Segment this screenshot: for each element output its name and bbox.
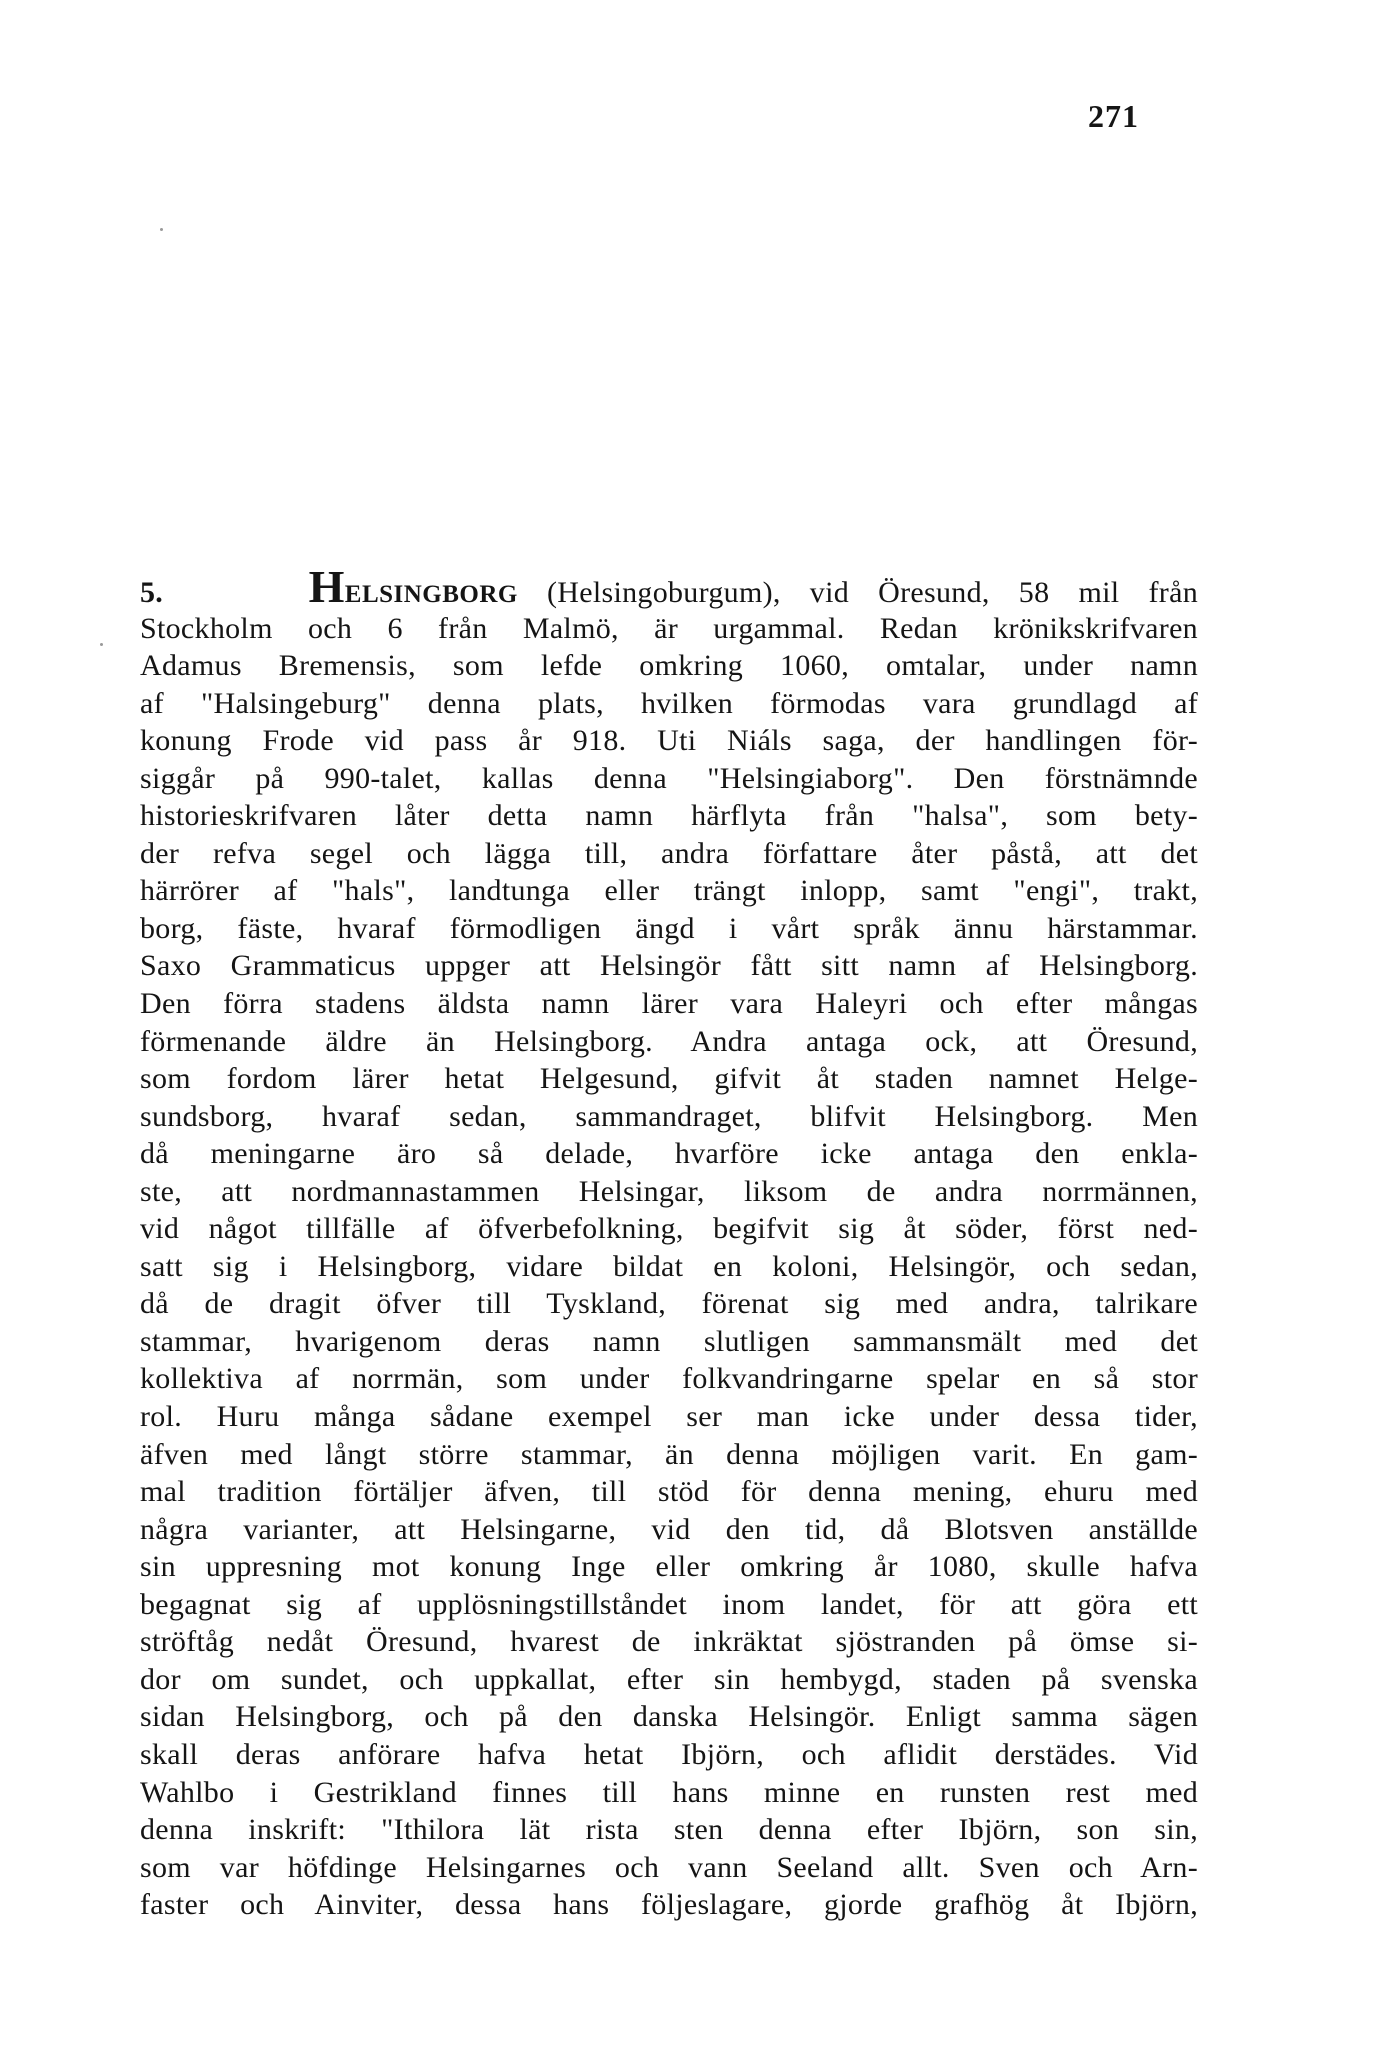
text-line: denna inskrift: "Ithilora lät rista sten denna efter Ibjörn, son sin, xyxy=(140,1813,1198,1847)
text-line: af "Halsingeburg" denna plats, hvilken förmodas vara grundlagd af xyxy=(140,686,1198,720)
text-line: rol. Huru många sådane exempel ser man icke under dessa tider, xyxy=(140,1400,1198,1434)
text-line: förmenande äldre än Helsingborg. Andra antaga ock, att Öresund, xyxy=(140,1024,1198,1058)
text-line: några varianter, att Helsingarne, vid den tid, då Blotsven anställde xyxy=(140,1512,1198,1546)
text-line: konung Frode vid pass år 918. Uti Niáls saga, der handlingen för- xyxy=(140,724,1198,758)
text-line: ste, att nordmannastammen Helsingar, liksom de andra norrmännen, xyxy=(140,1174,1198,1208)
text-line: dor om sundet, och uppkallat, efter sin hembygd, staden på svenska xyxy=(140,1662,1198,1696)
text-line: härrörer af "hals", landtunga eller trängt inlopp, samt "engi", trakt, xyxy=(140,874,1198,908)
text-line: äfven med långt större stammar, än denna möjligen varit. En gam- xyxy=(140,1437,1198,1471)
text-line: satt sig i Helsingborg, vidare bildat en koloni, Helsingör, och sedan, xyxy=(140,1249,1198,1283)
text-line: skall deras anförare hafva hetat Ibjörn, och aflidit derstädes. Vid xyxy=(140,1737,1198,1771)
text-line: Den förra stadens äldsta namn lärer vara Haleyri och efter mångas xyxy=(140,987,1198,1021)
heading-name: ELSINGBORG xyxy=(344,581,518,608)
text-line: mal tradition förtäljer äfven, till stöd för denna mening, ehuru med xyxy=(140,1475,1198,1509)
heading-initial: H xyxy=(308,561,345,612)
text-line: der refva segel och lägga till, andra författare åter påstå, att det xyxy=(140,836,1198,870)
text-line: då meningarne äro så delade, hvarföre icke antaga den enkla- xyxy=(140,1137,1198,1171)
text-line: Stockholm och 6 från Malmö, är urgammal. Redan krönikskrifvaren xyxy=(140,611,1198,645)
text-line: kollektiva af norrmän, som under folkvandringarne spelar en så stor xyxy=(140,1362,1198,1396)
text-line: Wahlbo i Gestrikland finnes till hans minne en runsten rest med xyxy=(140,1775,1198,1809)
text-line: som fordom lärer hetat Helgesund, gifvit åt staden namnet Helge- xyxy=(140,1062,1198,1096)
body-text xyxy=(140,561,1199,1924)
text-line: vid något tillfälle af öfverbefolkning, begifvit sig åt söder, först ned- xyxy=(140,1212,1198,1246)
section-number: 5. xyxy=(140,576,164,609)
text-line: (Helsingoburgum), vid Öresund, 58 mil från xyxy=(517,576,1199,609)
text-line: siggår på 990-talet, kallas denna "Helsingiaborg". Den förstnämnde xyxy=(140,761,1198,795)
page-number: 271 xyxy=(1088,98,1139,134)
text-line: sin uppresning mot konung Inge eller omkring år 1080, skulle hafva xyxy=(140,1550,1198,1584)
text-line: sidan Helsingborg, och på den danska Helsingör. Enligt samma sägen xyxy=(140,1700,1198,1734)
text-line: ströftåg nedåt Öresund, hvarest de inkräktat sjöstranden på ömse si- xyxy=(140,1625,1198,1659)
text-line: Saxo Grammaticus uppger att Helsingör fått sitt namn af Helsingborg. xyxy=(140,949,1198,983)
text-line: borg, fäste, hvaraf förmodligen ängd i vårt språk ännu härstammar. xyxy=(140,911,1198,945)
paper-speck xyxy=(160,228,163,231)
paper-speck xyxy=(100,643,103,646)
text-line: Adamus Bremensis, som lefde omkring 1060, omtalar, under namn xyxy=(140,649,1198,683)
text-line: som var höfdinge Helsingarnes och vann Seeland allt. Sven och Arn- xyxy=(140,1850,1198,1884)
text-line: stammar, hvarigenom deras namn slutligen sammansmält med det xyxy=(140,1324,1198,1358)
text-line: historieskrifvaren låter detta namn härflyta från "halsa", som bety- xyxy=(140,799,1198,833)
text-line-heading xyxy=(140,561,1199,612)
text-line: då de dragit öfver till Tyskland, förenat sig med andra, talrikare xyxy=(140,1287,1198,1321)
text-line: begagnat sig af upplösningstillståndet inom landet, för att göra ett xyxy=(140,1587,1198,1621)
text-line: faster och Ainviter, dessa hans följeslagare, gjorde grafhög åt Ibjörn, xyxy=(140,1888,1198,1922)
text-line: sundsborg, hvaraf sedan, sammandraget, blifvit Helsingborg. Men xyxy=(140,1099,1198,1133)
